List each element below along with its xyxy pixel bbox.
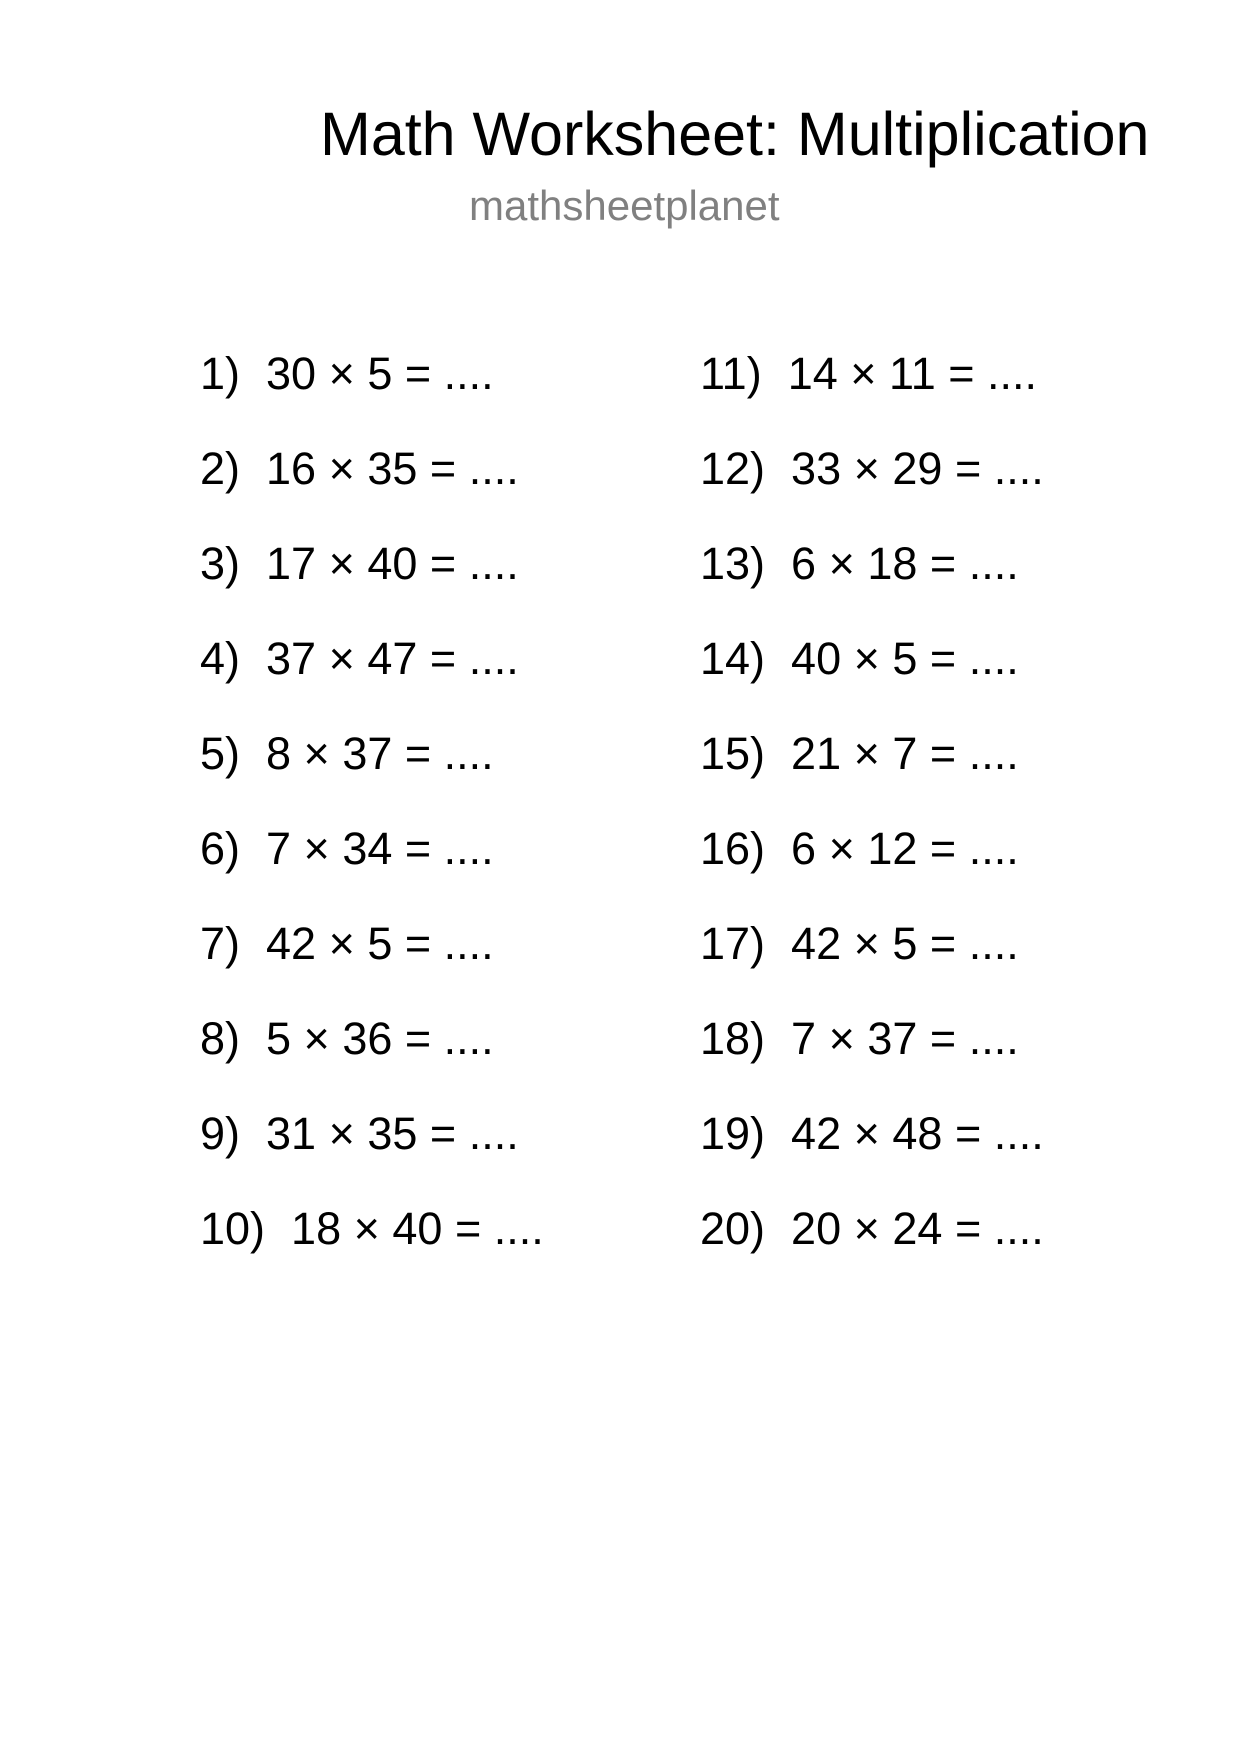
problem-item [200, 631, 544, 726]
problem-item [200, 536, 544, 631]
problem-expression: 21 × 7 = .... [791, 728, 1019, 779]
problem-number: 9) [200, 1108, 241, 1159]
problem-number: 20) [700, 1203, 766, 1254]
problem-number: 13) [700, 538, 766, 589]
problem-number: 15) [700, 728, 766, 779]
problem-expression: 16 × 35 = .... [266, 443, 519, 494]
problem-number: 6) [200, 823, 241, 874]
problem-item [200, 821, 544, 916]
problem-item [200, 1011, 544, 1106]
problem-item [700, 916, 1044, 1011]
problem-expression: 6 × 12 = .... [791, 823, 1019, 874]
problem-number: 8) [200, 1013, 241, 1064]
problem-item [200, 346, 544, 441]
problem-expression: 40 × 5 = .... [791, 633, 1019, 684]
problem-expression: 42 × 5 = .... [266, 918, 494, 969]
problem-expression: 7 × 34 = .... [266, 823, 494, 874]
problem-item [700, 441, 1044, 536]
problem-item [200, 1106, 544, 1201]
problem-expression: 42 × 5 = .... [791, 918, 1019, 969]
problem-number: 18) [700, 1013, 766, 1064]
problem-number: 2) [200, 443, 241, 494]
problem-expression: 30 × 5 = .... [266, 348, 494, 399]
problem-number: 3) [200, 538, 241, 589]
problem-number: 10) [200, 1203, 266, 1254]
problem-number: 12) [700, 443, 766, 494]
problem-number: 4) [200, 633, 241, 684]
problem-item [700, 1011, 1044, 1106]
problem-number: 1) [200, 348, 241, 399]
problem-item [700, 726, 1044, 821]
problem-item [700, 631, 1044, 726]
problem-item [200, 1201, 544, 1296]
problem-number: 19) [700, 1108, 766, 1159]
problem-number: 14) [700, 633, 766, 684]
problem-number: 5) [200, 728, 241, 779]
problem-expression: 17 × 40 = .... [266, 538, 519, 589]
problem-expression: 8 × 37 = .... [266, 728, 494, 779]
problem-expression: 6 × 18 = .... [791, 538, 1019, 589]
problem-number: 16) [700, 823, 766, 874]
problem-expression: 37 × 47 = .... [266, 633, 519, 684]
worksheet-title: Math Worksheet: Multiplication [320, 100, 1150, 168]
problem-item [700, 536, 1044, 631]
problem-item [700, 821, 1044, 916]
problem-expression: 42 × 48 = .... [791, 1108, 1044, 1159]
problem-expression: 18 × 40 = .... [291, 1203, 544, 1254]
problem-expression: 33 × 29 = .... [791, 443, 1044, 494]
problem-item [200, 441, 544, 536]
problems-column-right [700, 346, 1044, 1296]
problems-column-left [200, 346, 544, 1296]
problem-item [700, 1201, 1044, 1296]
problem-number: 7) [200, 918, 241, 969]
problem-expression: 5 × 36 = .... [266, 1013, 494, 1064]
problem-expression: 14 × 11 = .... [787, 348, 1038, 399]
problem-expression: 20 × 24 = .... [791, 1203, 1044, 1254]
problem-item [200, 726, 544, 821]
worksheet-source: mathsheetplanet [469, 182, 780, 229]
problem-item [200, 916, 544, 1011]
problem-expression: 7 × 37 = .... [791, 1013, 1019, 1064]
problem-item [700, 1106, 1044, 1201]
problem-number: 17) [700, 918, 766, 969]
problem-item [700, 346, 1044, 441]
problem-expression: 31 × 35 = .... [266, 1108, 519, 1159]
problem-number: 11) [700, 348, 762, 399]
